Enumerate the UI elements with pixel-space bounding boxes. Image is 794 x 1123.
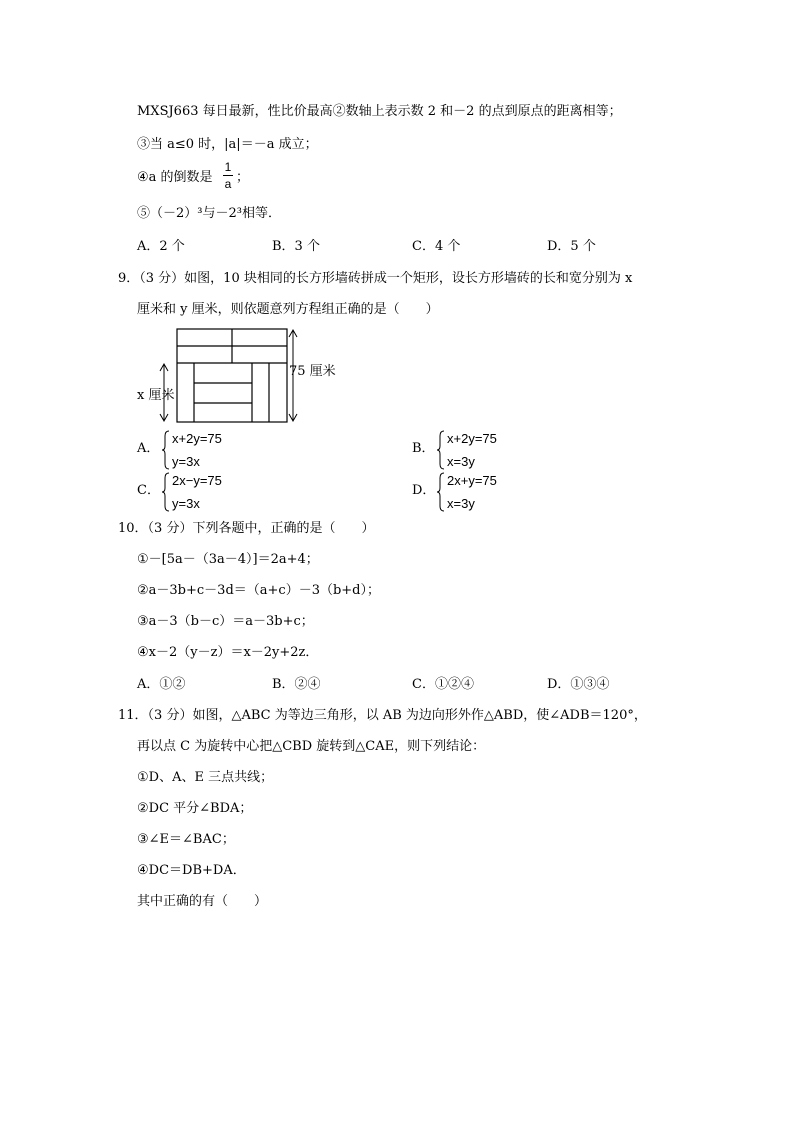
fraction-denominator: a (224, 177, 232, 191)
q8-option-d[interactable]: D．5 个 (547, 239, 596, 254)
q11-item-2: ②DC 平分∠BDA； (137, 801, 253, 816)
figure-label-x-cm: x 厘米 (137, 388, 175, 403)
q9-option-a-letter[interactable]: A． (137, 441, 160, 456)
q9-option-c-letter[interactable]: C． (137, 483, 160, 498)
q9-option-a-system[interactable] (162, 430, 282, 470)
q10-option-c[interactable]: C．①②④ (412, 677, 474, 692)
q11-item-1: ①D、A、E 三点共线； (137, 770, 274, 785)
q8-line-1: MXSJ663 每日最新，性比价最高②数轴上表示数 2 和－2 的点到原点的距离相等； (137, 104, 622, 119)
q11-item-3: ③∠E＝∠BAC； (137, 832, 235, 847)
q11-closing: 其中正确的有（ ） (137, 894, 268, 909)
equation-2: y=3x (172, 454, 200, 469)
fraction-bar (223, 175, 233, 176)
q9-stem-line-1: 9．（3 分）如图，10 块相同的长方形墙砖拼成一个矩形，设长方形墙砖的长和宽分别为 x (118, 271, 633, 286)
equation-2: x=3y (447, 496, 475, 511)
q10-item-3: ③a－3（b－c）＝a－3b+c； (137, 614, 314, 629)
q10-item-4: ④x－2（y－z）＝x－2y+2z． (137, 645, 319, 660)
equation-2: x=3y (447, 454, 475, 469)
q8-line-3-prefix: ④a 的倒数是 (137, 170, 213, 185)
equation-1: 2x+y=75 (447, 473, 497, 488)
q11-stem-line-1: 11．（3 分）如图，△ABC 为等边三角形，以 AB 为边向形外作△ABD，使∠ADB＝120°， (118, 708, 647, 723)
equation-1: x+2y=75 (172, 431, 222, 446)
figure-label-75cm: 75 厘米 (289, 364, 336, 379)
brace-icon (162, 472, 170, 512)
q10-option-b[interactable]: B．②④ (272, 677, 321, 692)
q9-option-d-letter[interactable]: D． (412, 483, 436, 498)
q10-option-a[interactable]: A．①② (137, 677, 186, 692)
equation-1: 2x−y=75 (172, 473, 222, 488)
q8-line-4: ⑤（－2）³与－2³相等． (137, 206, 281, 221)
brace-icon (437, 472, 445, 512)
q8-line-3-suffix: ； (236, 170, 250, 185)
q11-item-4: ④DC＝DB+DA． (137, 863, 246, 878)
q10-item-2: ②a－3b+c－3d＝（a+c）－3（b+d）； (137, 583, 380, 598)
q9-option-b-system[interactable] (437, 430, 557, 470)
brace-icon (162, 430, 170, 470)
q8-line-2: ③当 a≤0 时，|a|＝－a 成立； (137, 137, 318, 152)
q10-option-d[interactable]: D．①③④ (547, 677, 610, 692)
equation-1: x+2y=75 (447, 431, 497, 446)
brace-icon (437, 430, 445, 470)
q8-option-b[interactable]: B．3 个 (272, 239, 320, 254)
q9-option-d-system[interactable] (437, 472, 557, 512)
q8-option-a[interactable]: A．2 个 (137, 239, 185, 254)
q8-line-3 (137, 169, 213, 199)
q10-item-1: ①－[5a－（3a－4）]＝2a+4； (137, 552, 319, 567)
equation-2: y=3x (172, 496, 200, 511)
q9-stem-line-2: 厘米和 y 厘米，则依题意列方程组正确的是（ ） (137, 302, 439, 317)
reciprocal-fraction (223, 160, 233, 191)
q11-stem-line-2: 再以点 C 为旋转中心把△CBD 旋转到△CAE，则下列结论： (137, 739, 486, 754)
q10-stem: 10．（3 分）下列各题中，正确的是（ ） (118, 521, 375, 536)
fraction-numerator: 1 (224, 160, 232, 174)
q9-option-b-letter[interactable]: B． (412, 441, 435, 456)
q9-option-c-system[interactable] (162, 472, 282, 512)
q8-option-c[interactable]: C．4 个 (412, 239, 461, 254)
